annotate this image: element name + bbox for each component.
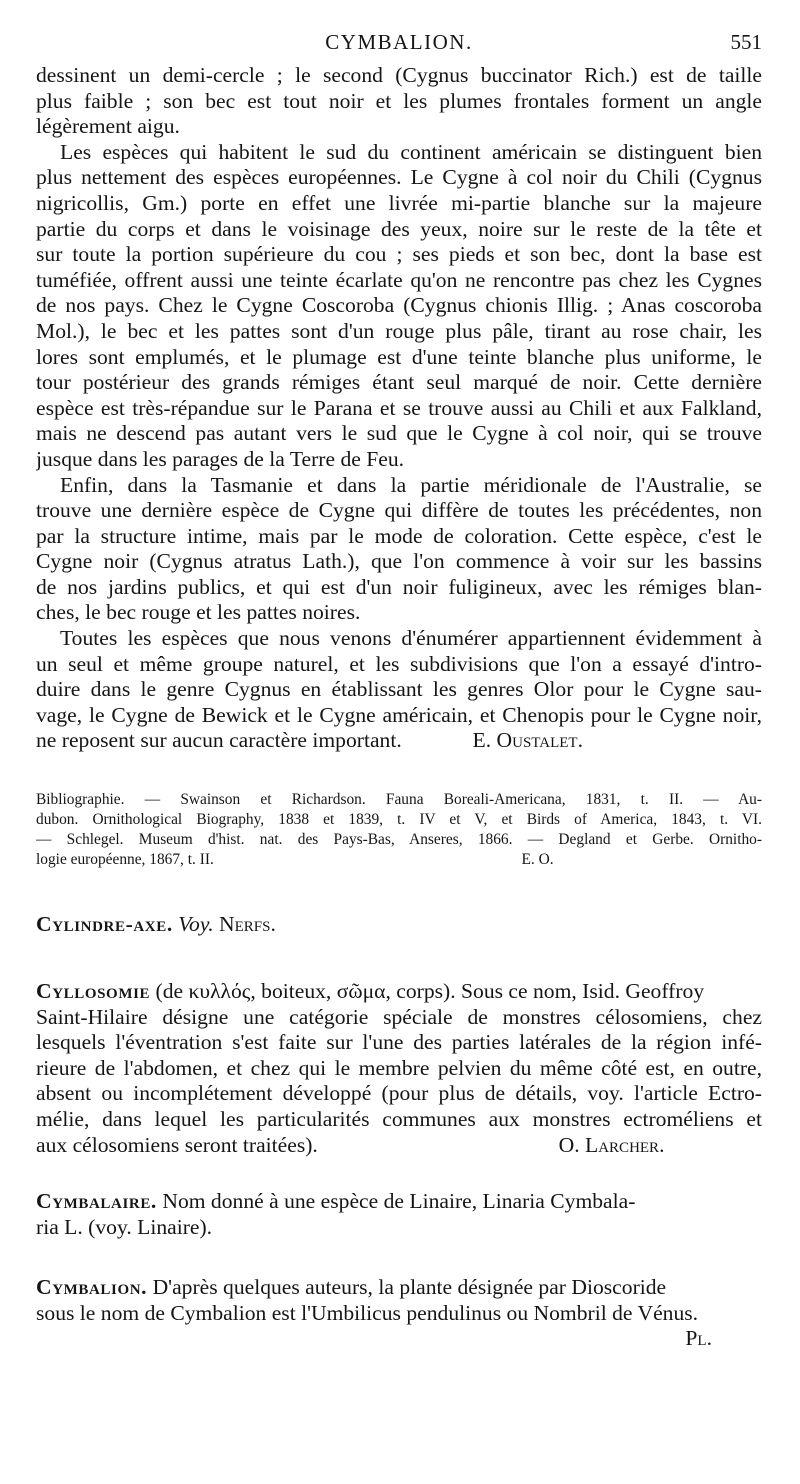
text-line: sous le nom de Cymbalion est l'Umbilicus pendulinus ou Nombril de Vénus. <box>36 1300 699 1325</box>
text-span: logie européenne, 1867, t. II. <box>36 851 214 868</box>
text-line <box>36 1275 762 1301</box>
swan-article-continuation <box>36 63 762 754</box>
text-line: Les espèces qui habitent le sud du continent américain se distinguent bien <box>60 139 762 164</box>
entry-cyllosomie <box>36 979 762 1158</box>
text-line: Cygne noir (Cygnus atratus Lath.), que l'on commence à voir sur les bassins <box>36 549 762 574</box>
text-line: Saint-Hilaire désigne une catégorie spéciale de monstres célosomiens, chez <box>36 1004 762 1029</box>
entry-headword: Cyllosomie <box>36 979 151 1003</box>
text-line: lesquels l'éventration s'est faite sur l'une des parties latérales de la région infé- <box>36 1030 762 1055</box>
text-line: lores sont emplumés, et le plumage est d'une teinte blanche plus uniforme, le <box>36 344 762 369</box>
text-line: Enfin, dans la Tasmanie et dans la partie méridionale de l'Australie, se <box>60 472 762 497</box>
author-signature: E. Oustalet. <box>472 728 583 753</box>
bibliography-line: Bibliographie. — Swainson et Richardson. Fauna Boreali-Americana, 1831, t. II. — Au- <box>36 791 762 808</box>
text-line: ches, le bec rouge et les pattes noires. <box>36 600 361 625</box>
text-line <box>36 1189 762 1215</box>
text-line <box>36 1133 762 1159</box>
text-span: aux célosomiens seront traitées). <box>36 1132 318 1157</box>
text-line: Toutes les espèces que nous venons d'énumérer appartiennent évidemment à <box>60 626 762 651</box>
text-line: plus nettement des espèces européennes. Le Cygne à col noir du Chili (Cygnus <box>36 165 762 190</box>
text-line <box>36 1326 762 1352</box>
bibliography-line: — Schlegel. Museum d'hist. nat. des Pays-Bas, Anseres, 1866. — Degland et Gerbe. Ornitho- <box>36 831 762 848</box>
text-line: dessinent un demi-cercle ; le second (Cygnus buccinator Rich.) est de taille <box>36 63 762 87</box>
author-signature: O. Larcher. <box>558 1132 665 1157</box>
text-line: sur toute la portion supérieure du cou ; ses pieds et son bec, dont la base est <box>36 242 762 267</box>
text-line: légèrement aigu. <box>36 114 180 139</box>
text-line: partie du corps et dans le voisinage des yeux, noire sur le reste de la tête et <box>36 216 762 241</box>
bibliography <box>36 790 762 870</box>
text-line: nigricollis, Gm.) porte en effet une livrée mi-partie blanche sur la majeure <box>36 190 762 215</box>
paragraph-3 <box>36 473 762 627</box>
entry-headword: Cymbalaire. <box>36 1189 157 1213</box>
entry-cymbalaire <box>36 1189 762 1240</box>
text-line: absent ou incomplétement développé (pour plus de détails, voy. l'article Ectro- <box>36 1081 762 1106</box>
text-line: duire dans le genre Cygnus en établissant les genres Olor pour le Cygne sau- <box>36 677 762 702</box>
text-line: ria L. (voy. Linaire). <box>36 1214 213 1239</box>
text-line: plus faible ; son bec est tout noir et les plumes frontales forment un angle <box>36 88 762 113</box>
text-span: Nom donné à une espèce de Linaire, Linaria Cymbala- <box>162 1189 636 1213</box>
paragraph-4 <box>36 626 762 754</box>
text-line: de nos jardins publics, et qui est d'un noir fuligineux, avec les rémiges blan- <box>36 574 762 599</box>
text-line <box>36 912 762 938</box>
text-span: D'après quelques auteurs, la plante désignée par Dioscoride <box>152 1275 667 1299</box>
bibliography-signature: E. O. <box>521 851 554 868</box>
text-line: jusque dans les parages de la Terre de Feu. <box>36 446 405 471</box>
entry-cymbalion <box>36 1275 762 1352</box>
text-span: (de κυλλός, boiteux, σῶμα, corps). Sous ce nom, Isid. Geoffroy <box>155 979 705 1003</box>
text-line: tuméfiée, offrent aussi une teinte écarlate qu'on ne rencontre pas chez les Cygnes <box>36 267 762 292</box>
entry-headword: Cymbalion. <box>36 1275 148 1299</box>
bibliography-line <box>36 850 762 870</box>
text-line: trouve une dernière espèce de Cygne qui diffère de toutes les précédentes, non <box>36 498 762 523</box>
text-line: mélie, dans lequel les particularités communes aux monstres ectroméliens et <box>36 1106 762 1131</box>
text-span: ne reposent sur aucun caractère important. <box>36 728 402 753</box>
author-signature: Pl. <box>685 1326 712 1351</box>
text-line: tour postérieur des grands rémiges étant seul marqué de noir. Cette dernière <box>36 370 762 395</box>
see-reference: Voy. <box>178 912 214 936</box>
text-line: un seul et même groupe naturel, et les subdivisions que l'on a essayé d'intro- <box>36 651 762 676</box>
entry-cylindre-axe <box>36 912 762 938</box>
text-line <box>36 728 762 754</box>
paragraph-2 <box>36 140 762 473</box>
text-line: vage, le Cygne de Bewick et le Cygne américain, et Chenopis pour le Cygne noir, <box>36 702 762 727</box>
text-line: par la structure intime, mais par le mode de coloration. Cette espèce, c'est le <box>36 523 762 548</box>
text-line: Mol.), le bec et les pattes sont d'un rouge plus pâle, tirant au rose chair, les <box>36 318 762 343</box>
text-line: mais ne descend pas autant vers le sud que le Cygne à col noir, qui se trouve <box>36 421 762 446</box>
entry-headword: Cylindre-axe. <box>36 912 173 936</box>
page-number: 551 <box>730 30 762 54</box>
text-line <box>36 979 762 1005</box>
page-header <box>36 30 762 60</box>
text-line: espèce est très-répandue sur le Parana et se trouve aussi au Chili et aux Falkland, <box>36 395 762 420</box>
paragraph-1 <box>36 63 762 140</box>
bibliography-line: dubon. Ornithological Biography, 1838 et 1839, t. IV et V, et Birds of America, 1843, t. VI. <box>36 811 762 828</box>
text-line: rieure de l'abdomen, et chez qui le membre pelvien du même côté est, en outre, <box>36 1055 762 1080</box>
running-title: CYMBALION. <box>325 30 473 54</box>
text-line: de nos pays. Chez le Cygne Coscoroba (Cygnus chionis Illig. ; Anas coscoroba <box>36 293 762 318</box>
cross-reference: Nerfs. <box>219 912 276 936</box>
